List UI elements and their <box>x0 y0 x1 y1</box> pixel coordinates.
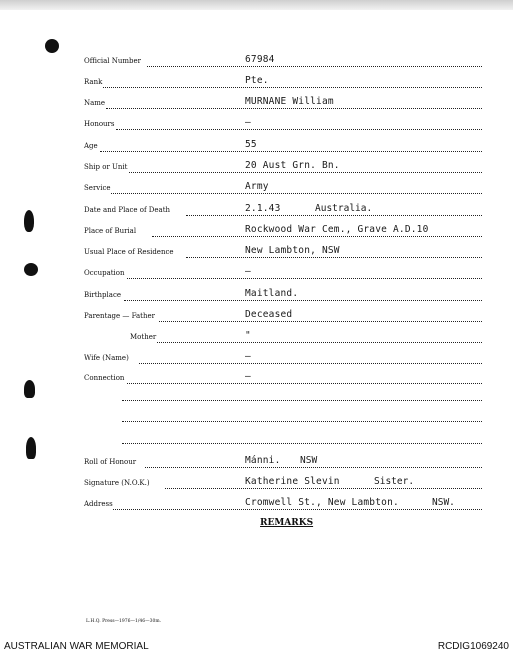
row-honours <box>0 117 513 131</box>
dotted-line <box>165 488 482 489</box>
value-age: 55 <box>245 139 257 150</box>
connection-line-3 <box>122 421 482 422</box>
binder-hole-1 <box>45 39 59 53</box>
label-roll-of-honour: Roll of Honour <box>84 458 137 466</box>
connection-line-4 <box>122 443 482 444</box>
label-address: Address <box>84 500 113 508</box>
dotted-line <box>116 129 482 130</box>
value-service: Army <box>245 181 269 192</box>
archive-name: AUSTRALIAN WAR MEMORIAL <box>4 641 149 652</box>
value-roll-of-honour-state: NSW <box>300 455 318 466</box>
label-wife-name: Wife (Name) <box>84 354 129 362</box>
value-rank: Pte. <box>245 75 269 86</box>
row-occupation <box>0 266 513 280</box>
label-connection: Connection <box>84 374 125 382</box>
label-date-place-of-death: Date and Place of Death <box>84 206 171 214</box>
value-address-state: NSW. <box>432 497 455 508</box>
row-mother <box>0 330 513 344</box>
dotted-line <box>157 342 482 343</box>
value-signature-nok: Katherine Slevin <box>245 476 340 487</box>
value-connection: – <box>245 371 251 382</box>
dotted-line <box>139 363 482 364</box>
label-signature-nok: Signature (N.O.K.) <box>84 479 150 487</box>
row-address <box>0 497 513 511</box>
connection-line-2 <box>122 400 482 401</box>
value-official-number: 67984 <box>245 54 275 65</box>
label-mother: Mother <box>130 333 157 341</box>
row-official-number <box>0 54 513 68</box>
dotted-line <box>186 215 482 216</box>
value-ship-or-unit: 20 Aust Grn. Bn. <box>245 160 340 171</box>
value-roll-of-honour: Mánni. <box>245 455 281 466</box>
label-rank: Rank <box>84 78 103 86</box>
print-note: L.H.Q. Press—1976—1/46—30m. <box>86 619 162 624</box>
value-address: Cromwell St., New Lambton. <box>245 497 399 508</box>
value-birthplace: Maitland. <box>245 288 299 299</box>
row-service <box>0 181 513 195</box>
label-name: Name <box>84 99 106 107</box>
archive-id: RCDIG1069240 <box>437 641 509 652</box>
row-connection <box>0 371 513 385</box>
row-wife-name <box>0 351 513 365</box>
dotted-line <box>100 151 482 152</box>
dotted-line <box>127 383 482 384</box>
dotted-line <box>124 300 482 301</box>
label-honours: Honours <box>84 120 115 128</box>
row-place-of-burial <box>0 224 513 238</box>
label-age: Age <box>84 142 98 150</box>
value-mother: " <box>245 330 251 341</box>
dotted-line <box>186 257 482 258</box>
row-ship-or-unit <box>0 160 513 174</box>
label-service: Service <box>84 184 111 192</box>
value-name: MURNANE William <box>245 96 334 107</box>
value-parentage-father: Deceased <box>245 309 293 320</box>
row-roll-of-honour <box>0 455 513 469</box>
row-name <box>0 96 513 110</box>
value-honours: – <box>245 117 251 128</box>
row-date-place-of-death <box>0 203 513 217</box>
scan-top-edge <box>0 0 513 10</box>
dotted-line <box>113 509 482 510</box>
label-ship-or-unit: Ship or Unit <box>84 163 128 171</box>
dotted-line <box>145 467 482 468</box>
row-rank <box>0 75 513 89</box>
row-age <box>0 139 513 153</box>
row-parentage-father <box>0 309 513 323</box>
label-birthplace: Birthplace <box>84 291 122 299</box>
label-place-of-burial: Place of Burial <box>84 227 137 235</box>
dotted-line <box>103 87 482 88</box>
value-usual-residence: New Lambton, NSW <box>245 245 340 256</box>
dotted-line <box>129 172 482 173</box>
value-place-of-burial: Rockwood War Cem., Grave A.D.10 <box>245 224 429 235</box>
value-wife-name: – <box>245 351 251 362</box>
dotted-line <box>106 108 482 109</box>
remarks-heading: REMARKS <box>260 518 314 528</box>
value-date-of-death: 2.1.43 <box>245 203 281 214</box>
row-usual-residence <box>0 245 513 259</box>
label-official-number: Official Number <box>84 57 141 65</box>
label-usual-residence: Usual Place of Residence <box>84 248 174 256</box>
value-occupation: – <box>245 266 251 277</box>
dotted-line <box>152 236 482 237</box>
value-place-of-death: Australia. <box>315 203 373 214</box>
dotted-line <box>127 278 482 279</box>
row-birthplace <box>0 288 513 302</box>
value-nok-relation: Sister. <box>374 476 415 487</box>
label-parentage-father: Parentage — Father <box>84 312 155 320</box>
label-occupation: Occupation <box>84 269 125 277</box>
dotted-line <box>111 193 482 194</box>
dotted-line <box>159 321 482 322</box>
row-signature-nok <box>0 476 513 490</box>
dotted-line <box>147 66 482 67</box>
